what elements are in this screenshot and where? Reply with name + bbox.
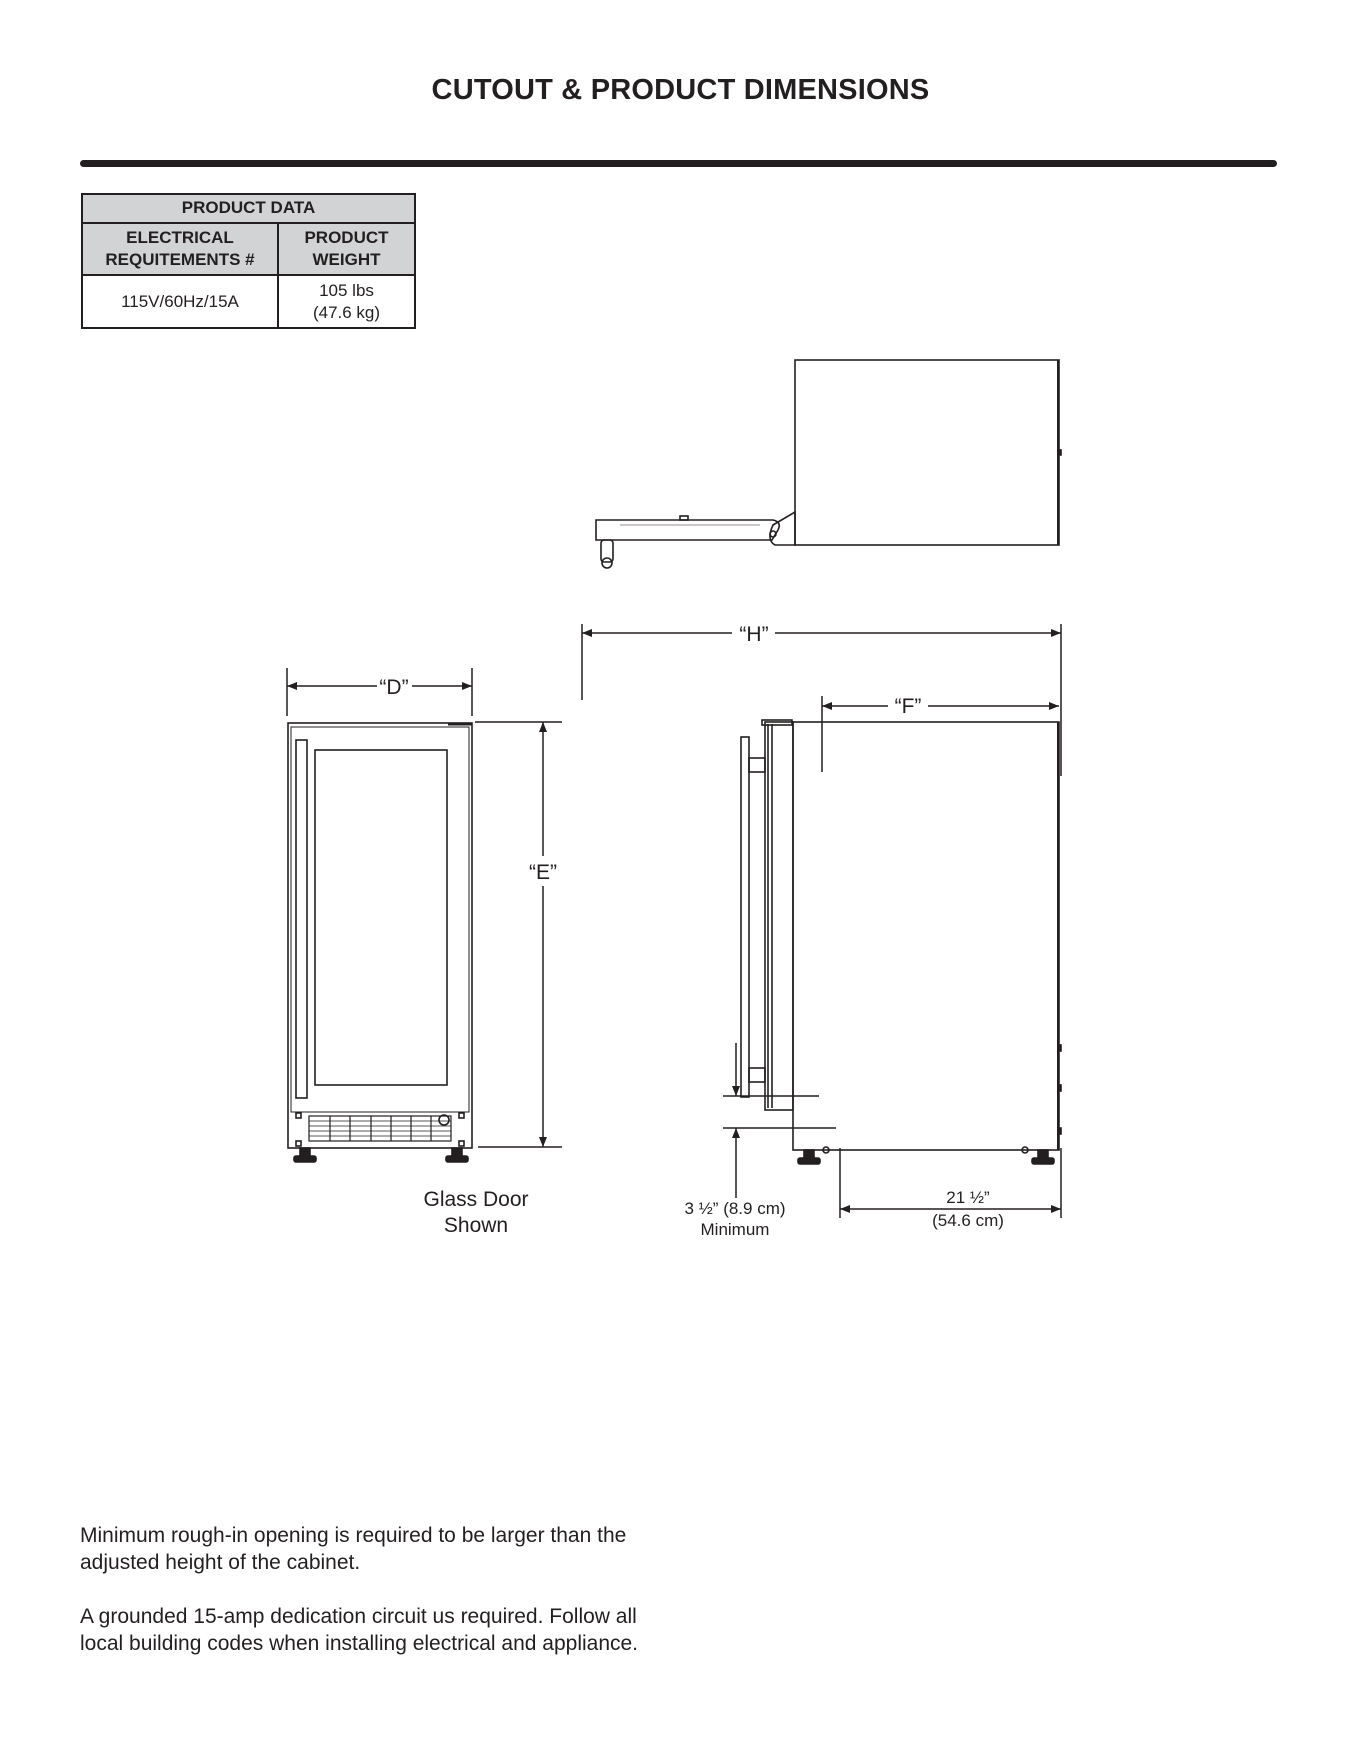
column-header-electrical-line-2: REQUITEMENTS # (105, 250, 255, 270)
dimension-label-height: “E” (529, 861, 557, 884)
side-view-door (765, 722, 793, 1110)
column-header-weight-line-1: PRODUCT (304, 228, 389, 248)
column-header-electrical-line-1: ELECTRICAL (126, 228, 234, 248)
top-view-cabinet (795, 360, 1059, 545)
top-view (596, 360, 1061, 568)
weight-value-lbs: 105 lbs (319, 280, 374, 300)
dimension-label-base-depth-metric: (54.6 cm) (932, 1211, 1004, 1230)
dimension-label-toe-clearance-note: Minimum (700, 1220, 770, 1239)
note-electrical: A grounded 15-amp dedication circuit us required. Follow all local building codes when installing electrical and appliance. (80, 1605, 639, 1655)
weight-value-kg: (47.6 kg) (312, 302, 381, 322)
front-view (288, 723, 472, 1162)
electrical-value: 115V/60Hz/15A (82, 275, 278, 328)
front-view-handle (296, 740, 307, 1098)
dimension-label-width: “D” (379, 676, 409, 699)
front-view-glass (315, 750, 447, 1085)
side-view (741, 720, 1061, 1164)
page-title: CUTOUT & PRODUCT DIMENSIONS (431, 74, 930, 106)
top-view-door (596, 520, 779, 540)
dimension-label-base-depth: 21 ½” (946, 1188, 990, 1207)
table-heading: PRODUCT DATA (82, 194, 415, 223)
front-view-caption: Glass Door (423, 1188, 529, 1211)
front-view-caption-line-2: Shown (443, 1214, 509, 1237)
top-view-hinge (770, 512, 795, 545)
side-view-cabinet (793, 722, 1059, 1150)
dimension-label-toe-clearance: 3 ½” (8.9 cm) (684, 1199, 786, 1218)
front-view-grille (309, 1116, 451, 1141)
dimension-label-overall-depth: “H” (739, 623, 769, 646)
note-rough-in: Minimum rough-in opening is required to be larger than the adjusted height of the cabinet. (80, 1524, 627, 1574)
dimension-label-cabinet-depth: “F” (894, 695, 922, 718)
side-view-handle (741, 737, 749, 1097)
column-header-weight-line-2: WEIGHT (312, 250, 381, 270)
